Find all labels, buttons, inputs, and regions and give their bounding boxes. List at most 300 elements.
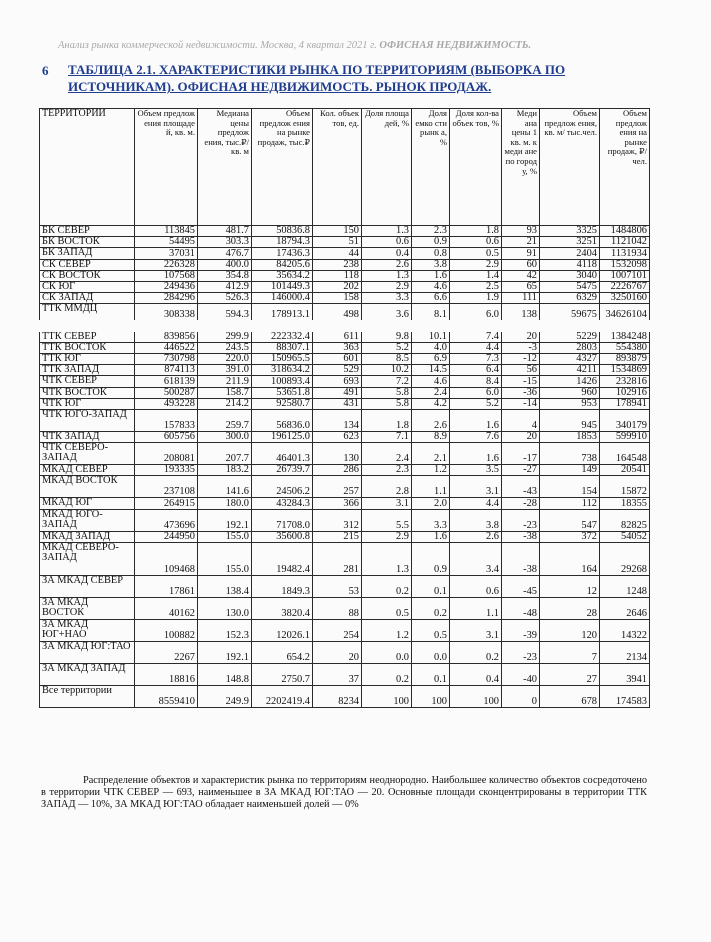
value-cell: 3.1 — [450, 476, 502, 498]
value-cell: -38 — [502, 531, 540, 542]
value-cell: 1.3 — [362, 226, 412, 237]
value-cell: -40 — [502, 663, 540, 685]
table-row — [40, 619, 650, 641]
value-cell: 54495 — [135, 237, 198, 248]
value-cell: 1.3 — [362, 542, 412, 575]
value-cell: 3.5 — [450, 465, 502, 476]
value-cell: 623 — [313, 431, 362, 442]
value-cell: 2202419.4 — [252, 685, 313, 707]
value-cell: 7.6 — [450, 431, 502, 442]
value-cell: 605756 — [135, 431, 198, 442]
value-cell: 2404 — [540, 248, 600, 259]
value-cell: 183.2 — [198, 465, 252, 476]
value-cell: 2.9 — [450, 259, 502, 270]
value-cell: 111 — [502, 293, 540, 304]
value-cell: 100893.4 — [252, 376, 313, 387]
value-cell: 738 — [540, 443, 600, 465]
value-cell: 211.9 — [198, 376, 252, 387]
value-cell: 9.8 — [362, 326, 412, 343]
value-cell: 130 — [313, 443, 362, 465]
territory-cell: ТТК ЗАПАД — [40, 365, 135, 376]
value-cell: 1.8 — [450, 226, 502, 237]
value-cell: 2.0 — [412, 498, 450, 509]
value-cell: 1426 — [540, 376, 600, 387]
value-cell: 3.4 — [450, 542, 502, 575]
value-cell: 5229 — [540, 326, 600, 343]
territory-cell: ЧТК ЮГ — [40, 398, 135, 409]
value-cell: 372 — [540, 531, 600, 542]
value-cell: 2.3 — [362, 465, 412, 476]
value-cell: 4.0 — [412, 342, 450, 353]
territory-cell: МКАД ВОСТОК — [40, 476, 135, 498]
value-cell: 53651.8 — [252, 387, 313, 398]
value-cell: 192.1 — [198, 509, 252, 531]
value-cell: -17 — [502, 443, 540, 465]
value-cell: 6.4 — [450, 365, 502, 376]
value-cell: 257 — [313, 476, 362, 498]
value-cell: 92580.7 — [252, 398, 313, 409]
table-row — [40, 542, 650, 575]
table-row — [40, 226, 650, 237]
value-cell: 2.6 — [450, 531, 502, 542]
value-cell: 3040 — [540, 270, 600, 281]
value-cell: 178913.1 — [252, 304, 313, 326]
territory-cell: Все территории — [40, 685, 135, 707]
value-cell: 232816 — [600, 376, 650, 387]
value-cell: 6.0 — [450, 387, 502, 398]
territory-cell: МКАД ЮГ — [40, 498, 135, 509]
value-cell: 874113 — [135, 365, 198, 376]
value-cell: 93 — [502, 226, 540, 237]
value-cell: 391.0 — [198, 365, 252, 376]
value-cell: 27 — [540, 663, 600, 685]
value-cell: 157833 — [135, 409, 198, 431]
value-cell: 730798 — [135, 354, 198, 365]
value-cell: 594.3 — [198, 304, 252, 326]
table-row — [40, 465, 650, 476]
territory-cell: ЗА МКАД ЮГ+НАО — [40, 619, 135, 641]
table-row — [40, 597, 650, 619]
summary-text: Распределение объектов и характеристик рынка по территориям неоднородно. Наибольшее количество объектов сосредоточено в территории ЧТК СЕВЕР — 693, наименьшее в ЗА МКАД ЮГ:ТАО — 20. Основные площади сконцентрированы в территории ТТК ЗАПАД — 10%, ЗА МКАД ЮГ:ТАО обладает наименьшей долей — 0% — [41, 775, 647, 810]
value-cell: 0.1 — [412, 663, 450, 685]
territory-cell: ЗА МКАД СЕВЕР — [40, 575, 135, 597]
value-cell: 3.8 — [412, 259, 450, 270]
value-cell: 15872 — [600, 476, 650, 498]
value-cell: 34626104 — [600, 304, 650, 326]
value-cell: 446522 — [135, 342, 198, 353]
table-row — [40, 685, 650, 707]
value-cell: 400.0 — [198, 259, 252, 270]
value-cell: 24506.2 — [252, 476, 313, 498]
table-header-row — [40, 109, 650, 226]
value-cell: 51 — [313, 237, 362, 248]
value-cell: 150 — [313, 226, 362, 237]
value-cell: 120 — [540, 619, 600, 641]
header-subject: Анализ рынка коммерческой недвижимости. — [58, 40, 258, 51]
value-cell: 3.6 — [362, 304, 412, 326]
value-cell: 7.3 — [450, 354, 502, 365]
value-cell: 17861 — [135, 575, 198, 597]
value-cell: 164 — [540, 542, 600, 575]
value-cell: -28 — [502, 498, 540, 509]
value-cell: 249436 — [135, 281, 198, 292]
value-cell: 3.1 — [362, 498, 412, 509]
value-cell: 2.4 — [362, 443, 412, 465]
value-cell: 4118 — [540, 259, 600, 270]
value-cell: 4.6 — [412, 376, 450, 387]
value-cell: 113845 — [135, 226, 198, 237]
territory-cell: СК ЮГ — [40, 281, 135, 292]
value-cell: 5.8 — [362, 398, 412, 409]
value-cell: 363 — [313, 342, 362, 353]
value-cell: 0.4 — [362, 248, 412, 259]
territory-cell: ЧТК СЕВЕР — [40, 376, 135, 387]
column-header: Доля емко сти рынк а, % — [412, 109, 450, 226]
territory-cell: БК ЗАПАД — [40, 248, 135, 259]
value-cell: 100 — [412, 685, 450, 707]
territory-cell: ТТК СЕВЕР — [40, 326, 135, 343]
value-cell: 599910 — [600, 431, 650, 442]
value-cell: 1532098 — [600, 259, 650, 270]
value-cell: 0.9 — [412, 542, 450, 575]
value-cell: 138 — [502, 304, 540, 326]
value-cell: 4.4 — [450, 342, 502, 353]
value-cell: 0.6 — [450, 575, 502, 597]
value-cell: -38 — [502, 542, 540, 575]
value-cell: 693 — [313, 376, 362, 387]
value-cell: 118 — [313, 270, 362, 281]
value-cell: 2.9 — [362, 281, 412, 292]
territory-cell: ЗА МКАД ЮГ:ТАО — [40, 641, 135, 663]
value-cell: 3250160 — [600, 293, 650, 304]
value-cell: 6.9 — [412, 354, 450, 365]
value-cell: 259.7 — [198, 409, 252, 431]
value-cell: 84205.6 — [252, 259, 313, 270]
value-cell: 678 — [540, 685, 600, 707]
value-cell: 37031 — [135, 248, 198, 259]
table-row — [40, 259, 650, 270]
table-row — [40, 304, 650, 326]
territory-cell: ЧТК ВОСТОК — [40, 387, 135, 398]
value-cell: 0.2 — [412, 597, 450, 619]
value-cell: 2750.7 — [252, 663, 313, 685]
value-cell: 299.9 — [198, 326, 252, 343]
territory-cell: СК ВОСТОК — [40, 270, 135, 281]
value-cell: 192.1 — [198, 641, 252, 663]
table-row — [40, 281, 650, 292]
value-cell: 286 — [313, 465, 362, 476]
value-cell: 91 — [502, 248, 540, 259]
value-cell: 1849.3 — [252, 575, 313, 597]
value-cell: 71708.0 — [252, 509, 313, 531]
table-row — [40, 443, 650, 465]
value-cell: 839856 — [135, 326, 198, 343]
value-cell: 8.4 — [450, 376, 502, 387]
value-cell: 366 — [313, 498, 362, 509]
value-cell: 2646 — [600, 597, 650, 619]
territory-cell: МКАД ЮГО-ЗАПАД — [40, 509, 135, 531]
value-cell: 0.9 — [412, 237, 450, 248]
value-cell: 40162 — [135, 597, 198, 619]
page-header — [58, 40, 648, 51]
value-cell: 618139 — [135, 376, 198, 387]
value-cell: 249.9 — [198, 685, 252, 707]
value-cell: 178941 — [600, 398, 650, 409]
value-cell: 7 — [540, 641, 600, 663]
value-cell: 611 — [313, 326, 362, 343]
value-cell: 215 — [313, 531, 362, 542]
value-cell: 281 — [313, 542, 362, 575]
value-cell: 0.5 — [362, 597, 412, 619]
column-header: Медиана цены предлож ения, тыс.₽/ кв. м — [198, 109, 252, 226]
value-cell: 207.7 — [198, 443, 252, 465]
column-header: ТЕРРИТОРИИ — [40, 109, 135, 226]
value-cell: 1.6 — [450, 409, 502, 431]
value-cell: 220.0 — [198, 354, 252, 365]
value-cell: 150965.5 — [252, 354, 313, 365]
table-row — [40, 326, 650, 343]
value-cell: 238 — [313, 259, 362, 270]
column-header: Объем предлож ения на рынке продаж, тыс.₽ — [252, 109, 313, 226]
value-cell: 21 — [502, 237, 540, 248]
value-cell: 318634.2 — [252, 365, 313, 376]
value-cell: 3.8 — [450, 509, 502, 531]
value-cell: 100 — [362, 685, 412, 707]
value-cell: 6.0 — [450, 304, 502, 326]
value-cell: 193335 — [135, 465, 198, 476]
value-cell: 0.5 — [412, 619, 450, 641]
market-table — [39, 108, 650, 708]
table-row — [40, 342, 650, 353]
value-cell: 112 — [540, 498, 600, 509]
column-header: Доля площа дей, % — [362, 109, 412, 226]
value-cell: 214.2 — [198, 398, 252, 409]
territory-cell: ЗА МКАД ЗАПАД — [40, 663, 135, 685]
table-row — [40, 498, 650, 509]
table-row — [40, 365, 650, 376]
value-cell: 1.6 — [450, 443, 502, 465]
value-cell: 35634.2 — [252, 270, 313, 281]
value-cell: 303.3 — [198, 237, 252, 248]
value-cell: 2.6 — [412, 409, 450, 431]
table-row — [40, 248, 650, 259]
table-row — [40, 663, 650, 685]
value-cell: 65 — [502, 281, 540, 292]
value-cell: 155.0 — [198, 542, 252, 575]
territory-cell: ТТК ММДЦ — [40, 304, 135, 326]
value-cell: 130.0 — [198, 597, 252, 619]
value-cell: 8.5 — [362, 354, 412, 365]
value-cell: 3.3 — [412, 509, 450, 531]
value-cell: 2226767 — [600, 281, 650, 292]
value-cell: -12 — [502, 354, 540, 365]
value-cell: 244950 — [135, 531, 198, 542]
value-cell: 2267 — [135, 641, 198, 663]
value-cell: 554380 — [600, 342, 650, 353]
header-period: 4 квартал 2021 г. — [298, 40, 377, 51]
value-cell: -48 — [502, 597, 540, 619]
value-cell: 2803 — [540, 342, 600, 353]
value-cell: 300.0 — [198, 431, 252, 442]
value-cell: 18794.3 — [252, 237, 313, 248]
value-cell: 1.8 — [362, 409, 412, 431]
header-segment: ОФИСНАЯ НЕДВИЖИМОСТЬ. — [379, 40, 532, 51]
value-cell: 14.5 — [412, 365, 450, 376]
value-cell: 893879 — [600, 354, 650, 365]
value-cell: -43 — [502, 476, 540, 498]
value-cell: 60 — [502, 259, 540, 270]
value-cell: 7.2 — [362, 376, 412, 387]
territory-cell: СК СЕВЕР — [40, 259, 135, 270]
value-cell: 180.0 — [198, 498, 252, 509]
value-cell: 0 — [502, 685, 540, 707]
table-row — [40, 641, 650, 663]
column-header: Доля кол-ва объек тов, % — [450, 109, 502, 226]
value-cell: 18816 — [135, 663, 198, 685]
value-cell: 0.2 — [450, 641, 502, 663]
value-cell: 2.5 — [450, 281, 502, 292]
value-cell: 0.2 — [362, 575, 412, 597]
value-cell: 174583 — [600, 685, 650, 707]
value-cell: 158.7 — [198, 387, 252, 398]
value-cell: 243.5 — [198, 342, 252, 353]
value-cell: 1384248 — [600, 326, 650, 343]
value-cell: 476.7 — [198, 248, 252, 259]
column-header: Объем предлож ения, кв. м/ тыс.чел. — [540, 109, 600, 226]
value-cell: 6.6 — [412, 293, 450, 304]
value-cell: 960 — [540, 387, 600, 398]
value-cell: 109468 — [135, 542, 198, 575]
value-cell: 17436.3 — [252, 248, 313, 259]
value-cell: 155.0 — [198, 531, 252, 542]
column-header: Объем предлож ения площаде й, кв. м. — [135, 109, 198, 226]
value-cell: 2134 — [600, 641, 650, 663]
value-cell: 138.4 — [198, 575, 252, 597]
value-cell: 28 — [540, 597, 600, 619]
value-cell: 12 — [540, 575, 600, 597]
territory-cell: ТТК ЮГ — [40, 354, 135, 365]
value-cell: 202 — [313, 281, 362, 292]
value-cell: 149 — [540, 465, 600, 476]
value-cell: 42 — [502, 270, 540, 281]
header-city: Москва, — [260, 40, 297, 51]
value-cell: 2.6 — [362, 259, 412, 270]
value-cell: 152.3 — [198, 619, 252, 641]
value-cell: 3325 — [540, 226, 600, 237]
value-cell: 1.9 — [450, 293, 502, 304]
value-cell: 10.2 — [362, 365, 412, 376]
value-cell: 1.2 — [412, 465, 450, 476]
value-cell: 284296 — [135, 293, 198, 304]
value-cell: -3 — [502, 342, 540, 353]
value-cell: 158 — [313, 293, 362, 304]
value-cell: 8.1 — [412, 304, 450, 326]
value-cell: -15 — [502, 376, 540, 387]
table-row — [40, 376, 650, 387]
value-cell: 953 — [540, 398, 600, 409]
value-cell: 8234 — [313, 685, 362, 707]
value-cell: 308338 — [135, 304, 198, 326]
value-cell: 19482.4 — [252, 542, 313, 575]
value-cell: -23 — [502, 509, 540, 531]
value-cell: 1.6 — [412, 270, 450, 281]
value-cell: 1.4 — [450, 270, 502, 281]
value-cell: 340179 — [600, 409, 650, 431]
value-cell: 1484806 — [600, 226, 650, 237]
value-cell: 491 — [313, 387, 362, 398]
value-cell: 46401.3 — [252, 443, 313, 465]
value-cell: 100 — [450, 685, 502, 707]
value-cell: 2.4 — [412, 387, 450, 398]
value-cell: 5.2 — [450, 398, 502, 409]
value-cell: 6329 — [540, 293, 600, 304]
value-cell: 1121042 — [600, 237, 650, 248]
value-cell: 3.1 — [450, 619, 502, 641]
value-cell: 1853 — [540, 431, 600, 442]
value-cell: 529 — [313, 365, 362, 376]
value-cell: -27 — [502, 465, 540, 476]
value-cell: 4211 — [540, 365, 600, 376]
value-cell: 7.4 — [450, 326, 502, 343]
value-cell: -14 — [502, 398, 540, 409]
value-cell: 88307.1 — [252, 342, 313, 353]
value-cell: 20 — [502, 326, 540, 343]
value-cell: 146000.4 — [252, 293, 313, 304]
value-cell: 5475 — [540, 281, 600, 292]
territory-cell: ЧТК СЕВЕРО-ЗАПАД — [40, 443, 135, 465]
territory-cell: МКАД ЗАПАД — [40, 531, 135, 542]
value-cell: 29268 — [600, 542, 650, 575]
value-cell: 5.2 — [362, 342, 412, 353]
value-cell: 101449.3 — [252, 281, 313, 292]
value-cell: 4.4 — [450, 498, 502, 509]
value-cell: 226328 — [135, 259, 198, 270]
table-title: ТАБЛИЦА 2.1. ХАРАКТЕРИСТИКИ РЫНКА ПО ТЕРРИТОРИЯМ (ВЫБОРКА ПО ИСТОЧНИКАМ). ОФИСНАЯ НЕДВИЖИМОСТЬ. РЫНОК ПРОДАЖ. — [68, 62, 566, 94]
value-cell: 141.6 — [198, 476, 252, 498]
value-cell: 0.6 — [362, 237, 412, 248]
value-cell: 20 — [313, 641, 362, 663]
value-cell: 37 — [313, 663, 362, 685]
territory-cell: МКАД СЕВЕР — [40, 465, 135, 476]
value-cell: 26739.7 — [252, 465, 313, 476]
value-cell: 264915 — [135, 498, 198, 509]
table-row — [40, 476, 650, 498]
value-cell: 14322 — [600, 619, 650, 641]
value-cell: 56 — [502, 365, 540, 376]
value-cell: 12026.1 — [252, 619, 313, 641]
value-cell: -36 — [502, 387, 540, 398]
value-cell: 1.6 — [412, 531, 450, 542]
value-cell: -39 — [502, 619, 540, 641]
value-cell: 431 — [313, 398, 362, 409]
table-row — [40, 354, 650, 365]
territory-cell: ЧТК ЮГО-ЗАПАД — [40, 409, 135, 431]
value-cell: 254 — [313, 619, 362, 641]
value-cell: 54052 — [600, 531, 650, 542]
table-row — [40, 270, 650, 281]
value-cell: 7.1 — [362, 431, 412, 442]
value-cell: 3941 — [600, 663, 650, 685]
value-cell: 547 — [540, 509, 600, 531]
value-cell: 134 — [313, 409, 362, 431]
table-row — [40, 575, 650, 597]
value-cell: 1.1 — [450, 597, 502, 619]
column-header: Кол. объек тов, ед. — [313, 109, 362, 226]
value-cell: 154 — [540, 476, 600, 498]
value-cell: 3820.4 — [252, 597, 313, 619]
value-cell: 473696 — [135, 509, 198, 531]
value-cell: 8559410 — [135, 685, 198, 707]
